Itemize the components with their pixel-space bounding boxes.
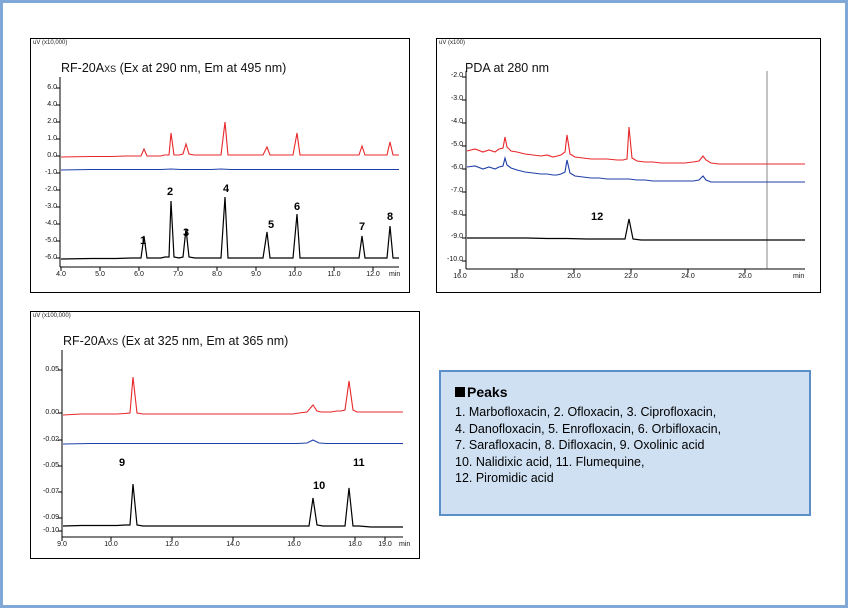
y-tick-label: -9.0 xyxy=(450,233,463,240)
y-tick-label: -5.0 xyxy=(44,237,57,244)
y-tick-label: -0.10 xyxy=(43,527,59,534)
x-tick-label: 5.0 xyxy=(95,271,105,278)
panel-title-fld-325: RF-20AXS (Ex at 325 nm, Em at 365 nm) xyxy=(63,334,289,348)
x-tick-label: 22.0 xyxy=(624,273,638,280)
y-tick-label: 0.0 xyxy=(47,152,57,159)
peak-label-8: 8 xyxy=(387,211,394,223)
panel-title-pda-280: PDA at 280 nm xyxy=(465,61,550,75)
peak-label-1: 1 xyxy=(140,235,147,247)
y-tick-label: -0.02 xyxy=(43,436,59,443)
x-tick-label: 12.0 xyxy=(366,271,380,278)
x-tick-label: 20.0 xyxy=(567,273,581,280)
peak-label-10: 10 xyxy=(313,480,326,492)
peak-label-2: 2 xyxy=(167,186,174,198)
y-tick-label: -4.0 xyxy=(450,118,463,125)
x-tick-label: 6.0 xyxy=(134,271,144,278)
x-tick-label: 4.0 xyxy=(56,271,66,278)
peaks-legend-box xyxy=(439,370,811,516)
chart-panel-pda-280 xyxy=(436,38,821,293)
y-axis-unit-label: uV (x100,000) xyxy=(33,313,71,319)
y-tick-label: 6.0 xyxy=(47,84,57,91)
legend-body xyxy=(455,404,795,487)
y-tick-label: -10.0 xyxy=(447,256,463,263)
peak-label-6: 6 xyxy=(294,201,301,213)
chart-panel-fld-325 xyxy=(30,311,420,559)
x-tick-label: 24.0 xyxy=(681,273,695,280)
peak-label-11: 11 xyxy=(353,457,365,469)
y-tick-label: 0.00 xyxy=(45,409,59,416)
x-axis-unit-label: min xyxy=(389,271,401,278)
y-tick-label: -3.0 xyxy=(44,203,57,210)
chromatogram-plot-pda-280 xyxy=(437,39,822,294)
x-tick-label: 19.0 xyxy=(378,541,392,548)
y-tick-label: -5.0 xyxy=(450,141,463,148)
panel-title-fld-290: RF-20AXS (Ex at 290 nm, Em at 495 nm) xyxy=(61,61,287,75)
x-tick-label: 26.0 xyxy=(738,273,752,280)
x-tick-label: 9.0 xyxy=(57,541,67,548)
legend-title-text: Peaks xyxy=(467,384,508,400)
y-tick-label: -1.0 xyxy=(44,169,57,176)
x-tick-label: 18.0 xyxy=(348,541,362,548)
y-tick-label: 2.0 xyxy=(47,118,57,125)
y-axis-unit-label: uV (x100) xyxy=(439,40,466,46)
x-axis-unit-label: min xyxy=(793,273,805,280)
x-tick-label: 10.0 xyxy=(104,541,118,548)
y-tick-label: -2.0 xyxy=(44,186,57,193)
peak-label-9: 9 xyxy=(119,457,126,469)
y-tick-label: -8.0 xyxy=(450,210,463,217)
y-tick-label: -0.09 xyxy=(43,514,59,521)
chart-panel-fld-290 xyxy=(30,38,410,293)
chromatogram-plot-fld-325 xyxy=(31,312,421,560)
x-tick-label: 14.0 xyxy=(226,541,240,548)
peak-label-4: 4 xyxy=(223,183,230,195)
y-tick-label: -0.07 xyxy=(43,488,59,495)
peak-label-5: 5 xyxy=(268,219,275,231)
x-tick-label: 9.0 xyxy=(251,271,261,278)
peak-label-7: 7 xyxy=(359,221,366,233)
x-tick-label: 8.0 xyxy=(212,271,222,278)
x-axis-unit-label: min xyxy=(399,541,411,548)
legend-title xyxy=(455,384,795,400)
y-tick-label: 1.0 xyxy=(47,135,57,142)
y-tick-label: -6.0 xyxy=(44,254,57,261)
x-tick-label: 10.0 xyxy=(288,271,302,278)
legend-line: 10. Nalidixic acid, 11. Flumequine, xyxy=(455,454,645,469)
y-tick-label: -0.05 xyxy=(43,462,59,469)
peak-label-12: 12 xyxy=(591,211,604,223)
x-tick-label: 7.0 xyxy=(173,271,183,278)
y-tick-label: 0.05 xyxy=(45,366,59,373)
y-tick-label: 4.0 xyxy=(47,101,57,108)
y-tick-label: -6.0 xyxy=(450,164,463,171)
x-tick-label: 11.0 xyxy=(327,271,341,278)
x-tick-label: 12.0 xyxy=(165,541,179,548)
x-tick-label: 16.0 xyxy=(453,273,467,280)
x-tick-label: 18.0 xyxy=(510,273,524,280)
y-tick-label: -4.0 xyxy=(44,220,57,227)
legend-line: 7. Sarafloxacin, 8. Difloxacin, 9. Oxolinic acid xyxy=(455,438,705,452)
x-tick-label: 16.0 xyxy=(287,541,301,548)
legend-line: 12. Piromidic acid xyxy=(455,471,554,485)
y-tick-label: -2.0 xyxy=(450,72,463,79)
y-tick-label: -7.0 xyxy=(450,187,463,194)
legend-line: 1. Marbofloxacin, 2. Ofloxacin, 3. Ciprofloxacin, xyxy=(455,405,717,419)
chromatogram-plot-fld-290 xyxy=(31,39,411,294)
y-axis-unit-label: uV (x10,000) xyxy=(33,40,68,46)
legend-line: 4. Danofloxacin, 5. Enrofloxacin, 6. Orbifloxacin, xyxy=(455,421,722,436)
y-tick-label: -3.0 xyxy=(450,95,463,102)
peak-label-3: 3 xyxy=(183,227,190,239)
square-bullet-icon xyxy=(455,387,465,397)
